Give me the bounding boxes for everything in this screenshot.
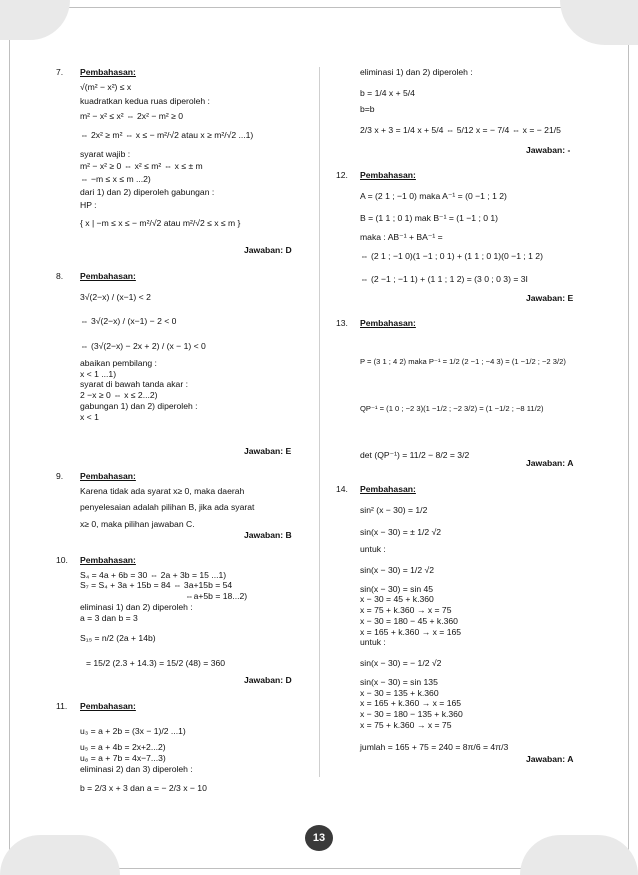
problem-8 (56, 271, 300, 422)
problem-number: 10. (56, 555, 68, 565)
problem-12 (336, 170, 585, 284)
line: untuk : (360, 544, 386, 555)
problem-title: Pembahasan: (80, 67, 136, 77)
answer-10: Jawaban: D (244, 675, 292, 685)
line: x < 1 (80, 411, 99, 422)
line: B = (1 1 ; 0 1) mak B⁻¹ = (1 −1 ; 0 1) (360, 213, 499, 224)
line: sin(x − 30) = 1/2 √2 (360, 564, 434, 575)
line: S₇ = S₄ + 3a + 15b = 84 ⇔ 3a+15b = 54 (80, 580, 233, 591)
answer-9: Jawaban: B (244, 530, 292, 540)
problem-number: 14. (336, 484, 348, 494)
answer-14: Jawaban: A (526, 754, 574, 764)
problem-title: Pembahasan: (360, 318, 416, 328)
decorative-blob-bottom-left (0, 835, 120, 875)
line: ⇔ −m ≤ x ≤ m ...2) (80, 174, 151, 185)
line: syarat wajib : (80, 148, 131, 159)
line: 2 −x ≥ 0 ⇔ x ≤ 2...2) (80, 390, 158, 401)
line: untuk : (360, 637, 386, 648)
line: penyelesaian adalah pilihan B, jika ada syarat (80, 502, 255, 513)
line: HP : (80, 199, 97, 210)
line: ⇔ 3√(2−x) / (x−1) − 2 < 0 (80, 316, 177, 327)
problem-number: 9. (56, 471, 64, 481)
problem-number: 12. (336, 170, 348, 180)
line: ⇔a+5b = 18...2) (185, 591, 248, 602)
line: abaikan pembilang : (80, 357, 157, 368)
problem-title: Pembahasan: (80, 555, 136, 565)
line: x − 30 = 135 + k.360 (360, 687, 439, 698)
problem-number: 13. (336, 318, 348, 328)
problem-number: 7. (56, 67, 64, 77)
line: ⇔ 2x² ≥ m² ⇔ x ≤ − m²/√2 atau x ≥ m²/√2 ...1) (80, 129, 254, 140)
line: ⇔ (3√(2−x) − 2x + 2) / (x − 1) < 0 (80, 341, 206, 352)
answer-13: Jawaban: A (526, 458, 574, 468)
answer-12: Jawaban: E (526, 293, 574, 303)
line: a = 3 dan b = 3 (80, 612, 138, 623)
problem-13 (336, 318, 585, 460)
answer-8: Jawaban: E (244, 446, 292, 456)
line: kuadratkan kedua ruas diperoleh : (80, 96, 210, 107)
answer-11: Jawaban: - (526, 145, 571, 155)
line: sin(x − 30) = sin 45 (360, 583, 434, 594)
problem-title: Pembahasan: (360, 170, 416, 180)
problem-11 (56, 701, 305, 793)
line: b=b (360, 104, 375, 115)
problem-9 (56, 471, 305, 530)
problem-number: 11. (56, 701, 68, 711)
line: sin(x − 30) = − 1/2 √2 (360, 658, 442, 669)
line: jumlah = 165 + 75 = 240 = 8π/6 = 4π/3 (360, 742, 509, 753)
line: eliminasi 1) dan 2) diperoleh : (360, 67, 473, 77)
problem-title: Pembahasan: (80, 701, 136, 711)
line: 3√(2−x) / (x−1) < 2 (80, 291, 151, 302)
line: S₁₅ = n/2 (2a + 14b) (80, 633, 156, 644)
problem-title: Pembahasan: (360, 484, 416, 494)
line: ⇔ (2 1 ; −1 0)(1 −1 ; 0 1) + (1 1 ; 0 1)(0 −1 ; 1 2) (360, 250, 543, 261)
line: maka : AB⁻¹ + BA⁻¹ = (360, 232, 443, 243)
line: √(m² − x²) ≤ x (80, 81, 132, 92)
line: sin² (x − 30) = 1/2 (360, 504, 428, 515)
answer-7: Jawaban: D (244, 245, 292, 255)
line: x − 30 = 45 + k.360 (360, 594, 434, 605)
line: A = (2 1 ; −1 0) maka A⁻¹ = (0 −1 ; 1 2) (360, 190, 507, 201)
problem-title: Pembahasan: (80, 471, 136, 481)
problem-11-continued (360, 67, 585, 136)
line: m² − x² ≥ 0 ⇔ x² ≤ m² ⇔ x ≤ ± m (80, 161, 203, 172)
column-divider (319, 67, 320, 777)
decorative-blob-bottom-right (520, 835, 638, 875)
line: b = 2/3 x + 3 dan a = − 2/3 x − 10 (80, 782, 207, 793)
line: x = 75 + k.360 → x = 75 (360, 719, 452, 730)
line: eliminasi 2) dan 3) diperoleh : (80, 763, 193, 774)
line: gabungan 1) dan 2) diperoleh : (80, 400, 198, 411)
line: x − 30 = 180 − 45 + k.360 (360, 615, 458, 626)
problem-title: Pembahasan: (80, 271, 136, 281)
line: x − 30 = 180 − 135 + k.360 (360, 709, 463, 720)
line: u₈ = a + 7b = 4x−7...3) (80, 753, 166, 764)
line: det (QP⁻¹) = 11/2 − 8/2 = 3/2 (360, 449, 470, 460)
problem-7 (56, 67, 300, 229)
line: x≥ 0, maka pilihan jawaban C. (80, 519, 195, 530)
line: m² − x² ≤ x² ⇔ 2x² − m² ≥ 0 (80, 111, 184, 122)
line: 2/3 x + 3 = 1/4 x + 5/4 ⇔ 5/12 x = − 7/4 ⇔ x = − 21/5 (360, 125, 561, 136)
line: QP⁻¹ = (1 0 ; −2 3)(1 −1/2 ; −2 3/2) = (1 −1/2 ; −8 11/2) (360, 404, 544, 414)
line: Karena tidak ada syarat x≥ 0, maka daerah (80, 485, 245, 496)
line: syarat di bawah tanda akar : (80, 379, 188, 390)
line: x = 75 + k.360 → x = 75 (360, 605, 452, 616)
problem-number: 8. (56, 271, 64, 281)
problem-10 (56, 555, 305, 669)
line: b = 1/4 x + 5/4 (360, 87, 415, 98)
problem-14 (336, 484, 585, 753)
line: S₄ = 4a + 6b = 30 ⇔ 2a + 3b = 15 ...1) (80, 569, 227, 580)
line: u₅ = a + 4b = 2x+2...2) (80, 742, 166, 753)
line: { x | −m ≤ x ≤ − m²/√2 atau m²/√2 ≤ x ≤ m } (80, 218, 241, 229)
line: = 15/2 (2.3 + 14.3) = 15/2 (48) = 360 (86, 658, 226, 669)
line: ⇔ (2 −1 ; −1 1) + (1 1 ; 1 2) = (3 0 ; 0 3) = 3I (360, 273, 528, 284)
page-number-badge: 13 (305, 825, 333, 851)
line: P = (3 1 ; 4 2) maka P⁻¹ = 1/2 (2 −1 ; −4 3) = (1 −1/2 ; −2 3/2) (360, 356, 566, 366)
line: x = 165 + k.360 → x = 165 (360, 626, 462, 637)
line: u₃ = a + 2b = (3x − 1)/2 ...1) (80, 725, 186, 736)
line: x < 1 ...1) (80, 368, 117, 379)
line: dari 1) dan 2) diperoleh gabungan : (80, 186, 215, 197)
line: x = 165 + k.360 → x = 165 (360, 698, 462, 709)
line: sin(x − 30) = ± 1/2 √2 (360, 527, 442, 538)
line: eliminasi 1) dan 2) diperoleh : (80, 601, 193, 612)
line: sin(x − 30) = sin 135 (360, 676, 438, 687)
